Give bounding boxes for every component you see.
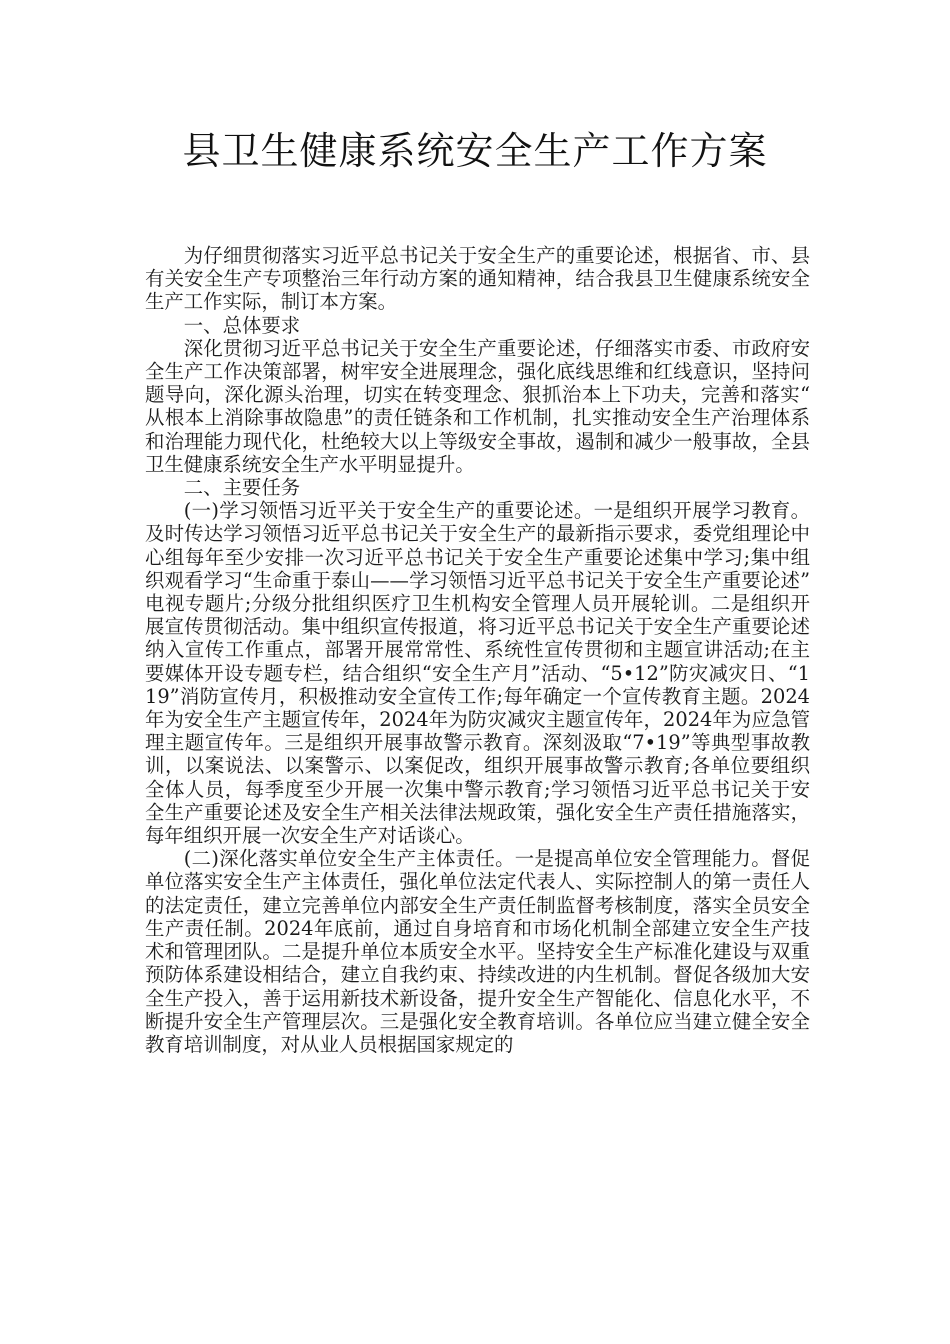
section-heading-main-tasks: 二、主要任务 (183, 476, 301, 500)
document-title: 县卫生健康系统安全生产工作方案 (182, 129, 768, 173)
paragraph-general-requirements: 深化贯彻习近平总书记关于安全生产重要论述，仔细落实市委、市政府安全生产工作决策部署，树牢安全进展理念，强化底线思维和红线意识，坚持问题导向，深化源头治理，切实在转变理念、狠抓治本上下功夫，完善和落实“从根本上消除事故隐患”的责任链条和工作机制，扎实推动安全生产治理体系和治理能力现代化，杜绝较大以上等级安全事故，遏制和减少一般事故，全县卫生健康系统安全生产水平明显提升。 (145, 336, 810, 476)
paragraph-task-1: (一)学习领悟习近平关于安全生产的重要论述。一是组织开展学习教育。及时传达学习领悟习近平总书记关于安全生产的最新指示要求，委党组理论中心组每年至少安排一次习近平总书记关于安全生产重要论述集中学习;集中组织观看学习“生命重于泰山——学习领悟习近平总书记关于安全生产重要论述”电视专题片;分级分批组织医疗卫生机构安全管理人员开展轮训。二是组织开展宣传贯彻活动。集中组织宣传报道，将习近平总书记关于安全生产重要论述纳入宣传工作重点，部署开展常常性、系统性宣传贯彻和主题宣讲活动;在主要媒体开设专题专栏，结合组织“安全生产月”活动、“5•12”防灾减灾日、“119”消防宣传月，积极推动安全宣传工作;每年确定一个宣传教育主题。2024年为安全生产主题宣传年，2024年为防灾减灾主题宣传年，2024年为应急管理主题宣传年。三是组织开展事故警示教育。深刻汲取“7•19”等典型事故教训，以案说法、以案警示、以案促改，组织开展事故警示教育;各单位要组织全体人员，每季度至少开展一次集中警示教育;学习领悟习近平总书记关于安全生产重要论述及安全生产相关法律法规政策，强化安全生产责任措施落实，每年组织开展一次安全生产对话谈心。 (145, 499, 810, 848)
paragraph-intro: 为仔细贯彻落实习近平总书记关于安全生产的重要论述，根据省、市、县有关安全生产专项整治三年行动方案的通知精神，结合我县卫生健康系统安全生产工作实际，制订本方案。 (145, 244, 810, 314)
paragraph-task-2: (二)深化落实单位安全生产主体责任。一是提高单位安全管理能力。督促单位落实安全生产主体责任，强化单位法定代表人、实际控制人的第一责任人的法定责任，建立完善单位内部安全生产责任制监督考核制度，落实全员安全生产责任制。2024年底前，通过自身培育和市场化机制全部建立安全生产技术和管理团队。二是提升单位本质安全水平。坚持安全生产标准化建设与双重预防体系建设相结合，建立自我约束、持续改进的内生机制。督促各级加大安全生产投入，善于运用新技术新设备，提升安全生产智能化、信息化水平，不断提升安全生产管理层次。三是强化安全教育培训。各单位应当建立健全安全教育培训制度，对从业人员根据国家规定的 (145, 847, 810, 1056)
section-heading-general-requirements: 一、总体要求 (183, 313, 301, 337)
document-body (145, 244, 810, 1056)
